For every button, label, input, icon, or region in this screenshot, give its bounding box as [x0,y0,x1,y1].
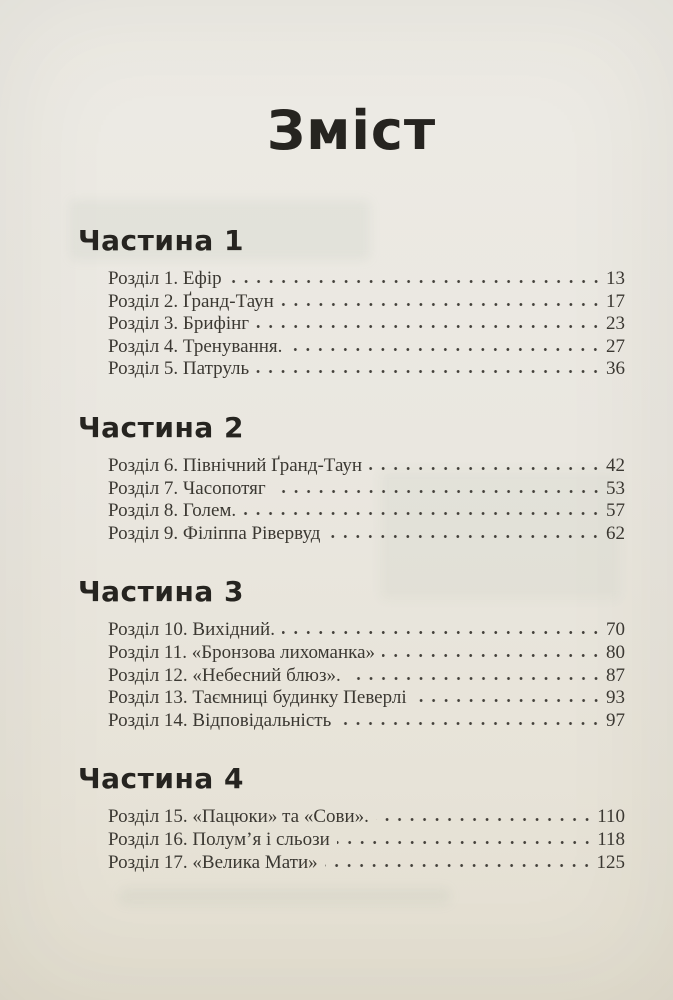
toc-part [78,411,625,545]
dot-leader [229,279,602,284]
part-entries [78,455,625,545]
chapter-page-number: 93 [606,687,625,709]
toc-part [78,224,625,381]
dot-leader [369,466,602,471]
chapter-page-number: 62 [606,522,625,544]
toc-entry [108,455,625,478]
toc-entry [108,806,625,829]
toc-entry [108,268,625,291]
chapter-page-number: 36 [606,358,625,380]
dot-leader [325,863,593,868]
dot-leader [256,324,602,329]
chapter-page-number: 97 [606,709,625,731]
part-heading: Частина 2 [78,410,244,444]
dot-leader [348,676,602,681]
toc-part [78,762,625,874]
chapter-page-number: 27 [606,335,625,357]
toc-entry [108,619,625,642]
chapter-page-number: 118 [597,828,625,850]
chapter-page-number: 80 [606,641,625,663]
chapter-title: Розділ 14. Відповідальність [108,709,332,731]
toc-entry [108,687,625,710]
toc-entry [108,313,625,336]
dot-leader [243,511,602,516]
toc-entry [108,852,625,875]
chapter-title: Розділ 3. Брифінг [108,313,250,335]
chapter-page-number: 125 [596,851,625,873]
chapter-page-number: 70 [606,619,625,641]
chapter-page-number: 13 [606,268,625,289]
dot-leader [376,817,593,822]
toc-part [78,575,625,732]
chapter-page-number: 57 [606,500,625,522]
chapter-title: Розділ 9. Філіппа Рівервуд [108,522,321,544]
chapter-title: Розділ 10. Вихідний. [108,619,275,641]
chapter-page-number: 42 [606,454,625,476]
toc-entry [108,358,625,381]
dot-leader [327,534,602,539]
toc-entry [108,478,625,501]
chapter-title: Розділ 6. Північний Ґранд-Таун [108,454,363,476]
toc-entry [108,523,625,546]
toc-entry [108,500,625,523]
part-heading: Частина 1 [78,224,244,257]
part-entries [78,806,625,874]
toc-entry [108,642,625,665]
toc-entry [108,710,625,733]
dot-leader [256,369,602,374]
toc-entry [108,829,625,852]
chapter-title: Розділ 5. Патруль [108,358,250,380]
chapter-title: Розділ 15. «Пацюки» та «Сови». [108,806,369,828]
chapter-page-number: 23 [606,313,625,335]
page-title: Зміст [266,99,437,162]
part-heading: Частина 4 [78,762,244,796]
toc-entry [108,665,625,688]
dot-leader [281,302,602,307]
chapter-title: Розділ 17. «Велика Мати» [108,851,318,873]
chapter-title: Розділ 13. Таємниці будинку Певерлі [108,687,407,709]
dot-leader [337,840,593,845]
dot-leader [289,347,602,352]
part-heading: Частина 3 [78,575,244,609]
chapter-page-number: 53 [606,477,625,499]
dot-leader [338,721,602,726]
dot-leader [273,489,602,494]
dot-leader [414,698,602,703]
chapter-title: Розділ 8. Голем. [108,500,237,522]
page-showthrough-smudge [120,888,450,904]
toc-entry [108,336,625,359]
part-entries [78,619,625,732]
chapter-title: Розділ 12. «Небесний блюз». [108,664,341,686]
dot-leader [382,653,602,658]
chapter-title: Розділ 7. Часопотяг [108,477,266,499]
chapter-page-number: 87 [606,664,625,686]
dot-leader [282,630,602,635]
toc-entry [108,291,625,314]
chapter-title: Розділ 11. «Бронзова лихоманка» [108,641,376,663]
chapter-page-number: 110 [597,806,625,828]
chapter-title: Розділ 16. Полум’я і сльози [108,828,330,850]
chapter-title: Розділ 4. Тренування. [108,335,283,357]
chapter-title: Розділ 2. Ґранд-Таун [108,290,274,312]
chapter-page-number: 17 [606,290,625,312]
chapter-title: Розділ 1. Ефір [108,268,222,289]
part-entries [78,268,625,381]
